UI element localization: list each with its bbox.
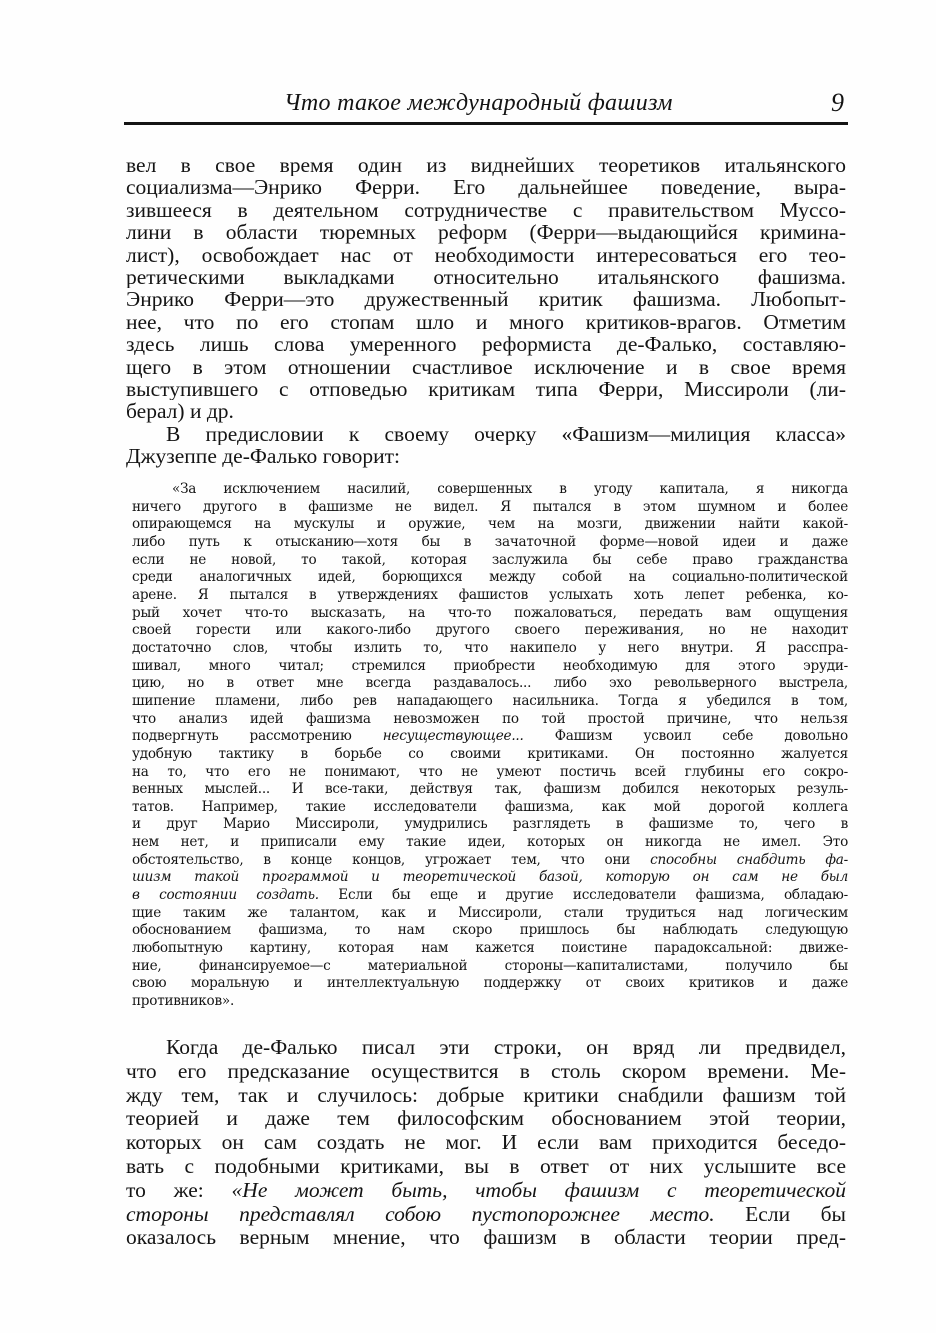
text-line: лини в области тюремных реформ (Ферри—выдающийся кримина- xyxy=(126,221,846,244)
page-number: 9 xyxy=(831,88,844,117)
quote-italic-fragment: в состоянии создать. xyxy=(132,887,319,904)
quote-line-mixed xyxy=(132,728,848,746)
quote-line: цию, но в ответ мне всегда раздавалось... либо эхо револьверного выстрела, xyxy=(132,675,848,692)
text-line: оказалось верным мнение, что фашизм в области теории пред- xyxy=(126,1226,846,1250)
text-line: теорией и даже тем философским обоснованием этой теории, xyxy=(126,1107,846,1131)
quote-line: либо путь к отысканию—хотя бы в зачаточной форме—новой идеи и даже xyxy=(132,533,848,550)
text-line: что его предсказание осуществится в столь скором времени. Ме- xyxy=(126,1059,846,1083)
quote-line: рый хочет что-то высказать, на что-то пожаловаться, передать вам ощущения xyxy=(132,604,848,621)
main-text-lower xyxy=(126,1036,846,1250)
quote-line: удобную тактику в борьбе со своими критиками. Он постоянно жалуется xyxy=(132,745,848,762)
quote-fragment: Фашизм усвоил себе довольно xyxy=(554,728,848,745)
text-line: которых он сам создать не мог. И если вам приходится беседо- xyxy=(126,1131,846,1155)
running-header xyxy=(124,84,848,124)
quote-line: шипение пламени, либо рев нападающего насильника. Тогда я убедился в том, xyxy=(132,692,848,709)
quote-line: татов. Например, такие исследователи фашизма, как мой дорогой коллега xyxy=(132,798,848,815)
quote-italic-fragment: способны снабдить фа- xyxy=(650,851,848,868)
quote-fragment: обстоятельство, в конце концов, угрожает тем, что они xyxy=(132,851,631,868)
text-line: жду тем, так и случилось: добрые критики снабдили фашизм той xyxy=(126,1083,846,1107)
italic-fragment: «Не может быть, чтобы фашизм с теоретической xyxy=(231,1178,846,1202)
text-line: выступившего с отповедью критикам типа Ферри, Миссироли (ли- xyxy=(126,378,846,401)
text-line: Энрико Ферри—это дружественный критик фашизма. Любопыт- xyxy=(126,288,846,311)
quote-line: среди аналогичных идей, борющихся между собой на социально-политической xyxy=(132,569,848,586)
quote-line: и друг Марио Миссироли, умудрились разглядеть в фашизме то, чего в xyxy=(132,816,848,833)
quote-line: щие таким же талантом, как и Миссироли, стали трудиться над логическим xyxy=(132,904,848,921)
quote-line: что анализ идей фашизма невозможен по той простой причине, что нельзя xyxy=(132,710,848,727)
text-fragment: то же: xyxy=(126,1178,204,1202)
text-line: вел в свое время один из виднейших теоретиков итальянского xyxy=(126,154,846,177)
quote-line: если не новой, то такой, которая заслужила бы себе право гражданства xyxy=(132,551,848,568)
text-line: социализма—Энрико Ферри. Его дальнейшее поведение, выра- xyxy=(126,176,846,199)
text-line: нее, что по его стопам шло и много критиков-врагов. Отметим xyxy=(126,310,846,334)
text-fragment: Если бы xyxy=(745,1202,846,1226)
italic-fragment: стороны представлял собою пустопорожнее место. xyxy=(126,1202,715,1226)
quote-italic-line: шизм такой программой и теоретической базой, которую он сам не был xyxy=(132,869,848,886)
header-rule xyxy=(124,122,848,125)
text-line: Когда де-Фалько писал эти строки, он вряд ли предвидел, xyxy=(166,1036,846,1059)
quote-line: опирающемся на мускулы и оружие, чем на мозги, движении найти какой- xyxy=(132,516,848,533)
quote-line: ние, финансируемое—с материальной стороны—капиталистами, получило бы xyxy=(132,957,848,974)
quote-line: нем нет, и приписали ему такие идеи, которых он никогда не имел. Это xyxy=(132,834,848,851)
quote-italic-fragment: несуществующее... xyxy=(382,728,524,745)
quote-fragment: Если бы еще и другие исследователи фашизма, обладаю- xyxy=(338,887,848,904)
text-line: здесь лишь слова умеренного реформиста де-Фалько, составляю- xyxy=(126,333,846,356)
quote-line-mixed xyxy=(132,852,848,870)
text-line: берал) и др. xyxy=(126,400,234,423)
quote-line-mixed xyxy=(132,887,848,905)
quote-line: своей горести или какого-либо другого своего переживания, но не находит xyxy=(132,622,848,639)
quote-line: свою моральную и интеллектуальную поддержку от своих критиков и даже xyxy=(132,975,848,992)
text-line-mixed xyxy=(126,1179,846,1203)
quote-line: на то, что его не понимают, что не умеют постичь всей глубины его сокро- xyxy=(132,763,848,780)
text-line: щего в этом отношении счастливое исключение и в свое время xyxy=(126,355,846,379)
quote-line: ничего другого в фашизме не видел. Я пытался в этом шумном и более xyxy=(132,498,848,515)
text-line: В предисловии к своему очерку «Фашизм—милиция класса» xyxy=(166,422,846,446)
quote-line: «За исключением насилий, совершенных в угоду капитала, я никогда xyxy=(172,481,848,497)
quote-line: шивал, много читал; стремился приобрести необходимую для этого эруди- xyxy=(132,657,848,674)
quote-line: обоснованием фашизма, то нам скоро пришлось бы наблюдать следующую xyxy=(132,922,848,939)
text-line-mixed xyxy=(126,1203,846,1227)
quote-line: противников». xyxy=(132,993,235,1010)
text-line: ретическими выкладками относительно итальянского фашизма. xyxy=(126,266,846,289)
main-text-upper xyxy=(126,154,846,468)
text-line: зившееся в деятельном сотрудничестве с правительством Муссо- xyxy=(126,198,846,222)
quote-line: арене. Я пытался в утверждениях фашистов услыхать хоть лепет ребенка, ко- xyxy=(132,586,848,603)
quote-line: венных мыслей... И все-таки, действуя так, фашизм добился некоторых резуль- xyxy=(132,781,848,798)
running-head-title: Что такое международный фашизм xyxy=(284,90,673,116)
text-line: лист), освобождает нас от необходимости интересоваться его тео- xyxy=(126,243,846,267)
quote-fragment: подвергнуть рассмотрению xyxy=(132,728,352,745)
block-quote xyxy=(132,481,848,1011)
text-line: вать с подобными критиками, вы в ответ от них услышите все xyxy=(126,1154,846,1178)
quote-line: любопытную картину, которая нам кажется поистине парадоксальной: движе- xyxy=(132,940,848,957)
text-line: Джузеппе де-Фалько говорит: xyxy=(126,445,401,468)
quote-line: достаточно слов, чтобы излить то, что накипело у него внутри. Я расспра- xyxy=(132,639,848,656)
